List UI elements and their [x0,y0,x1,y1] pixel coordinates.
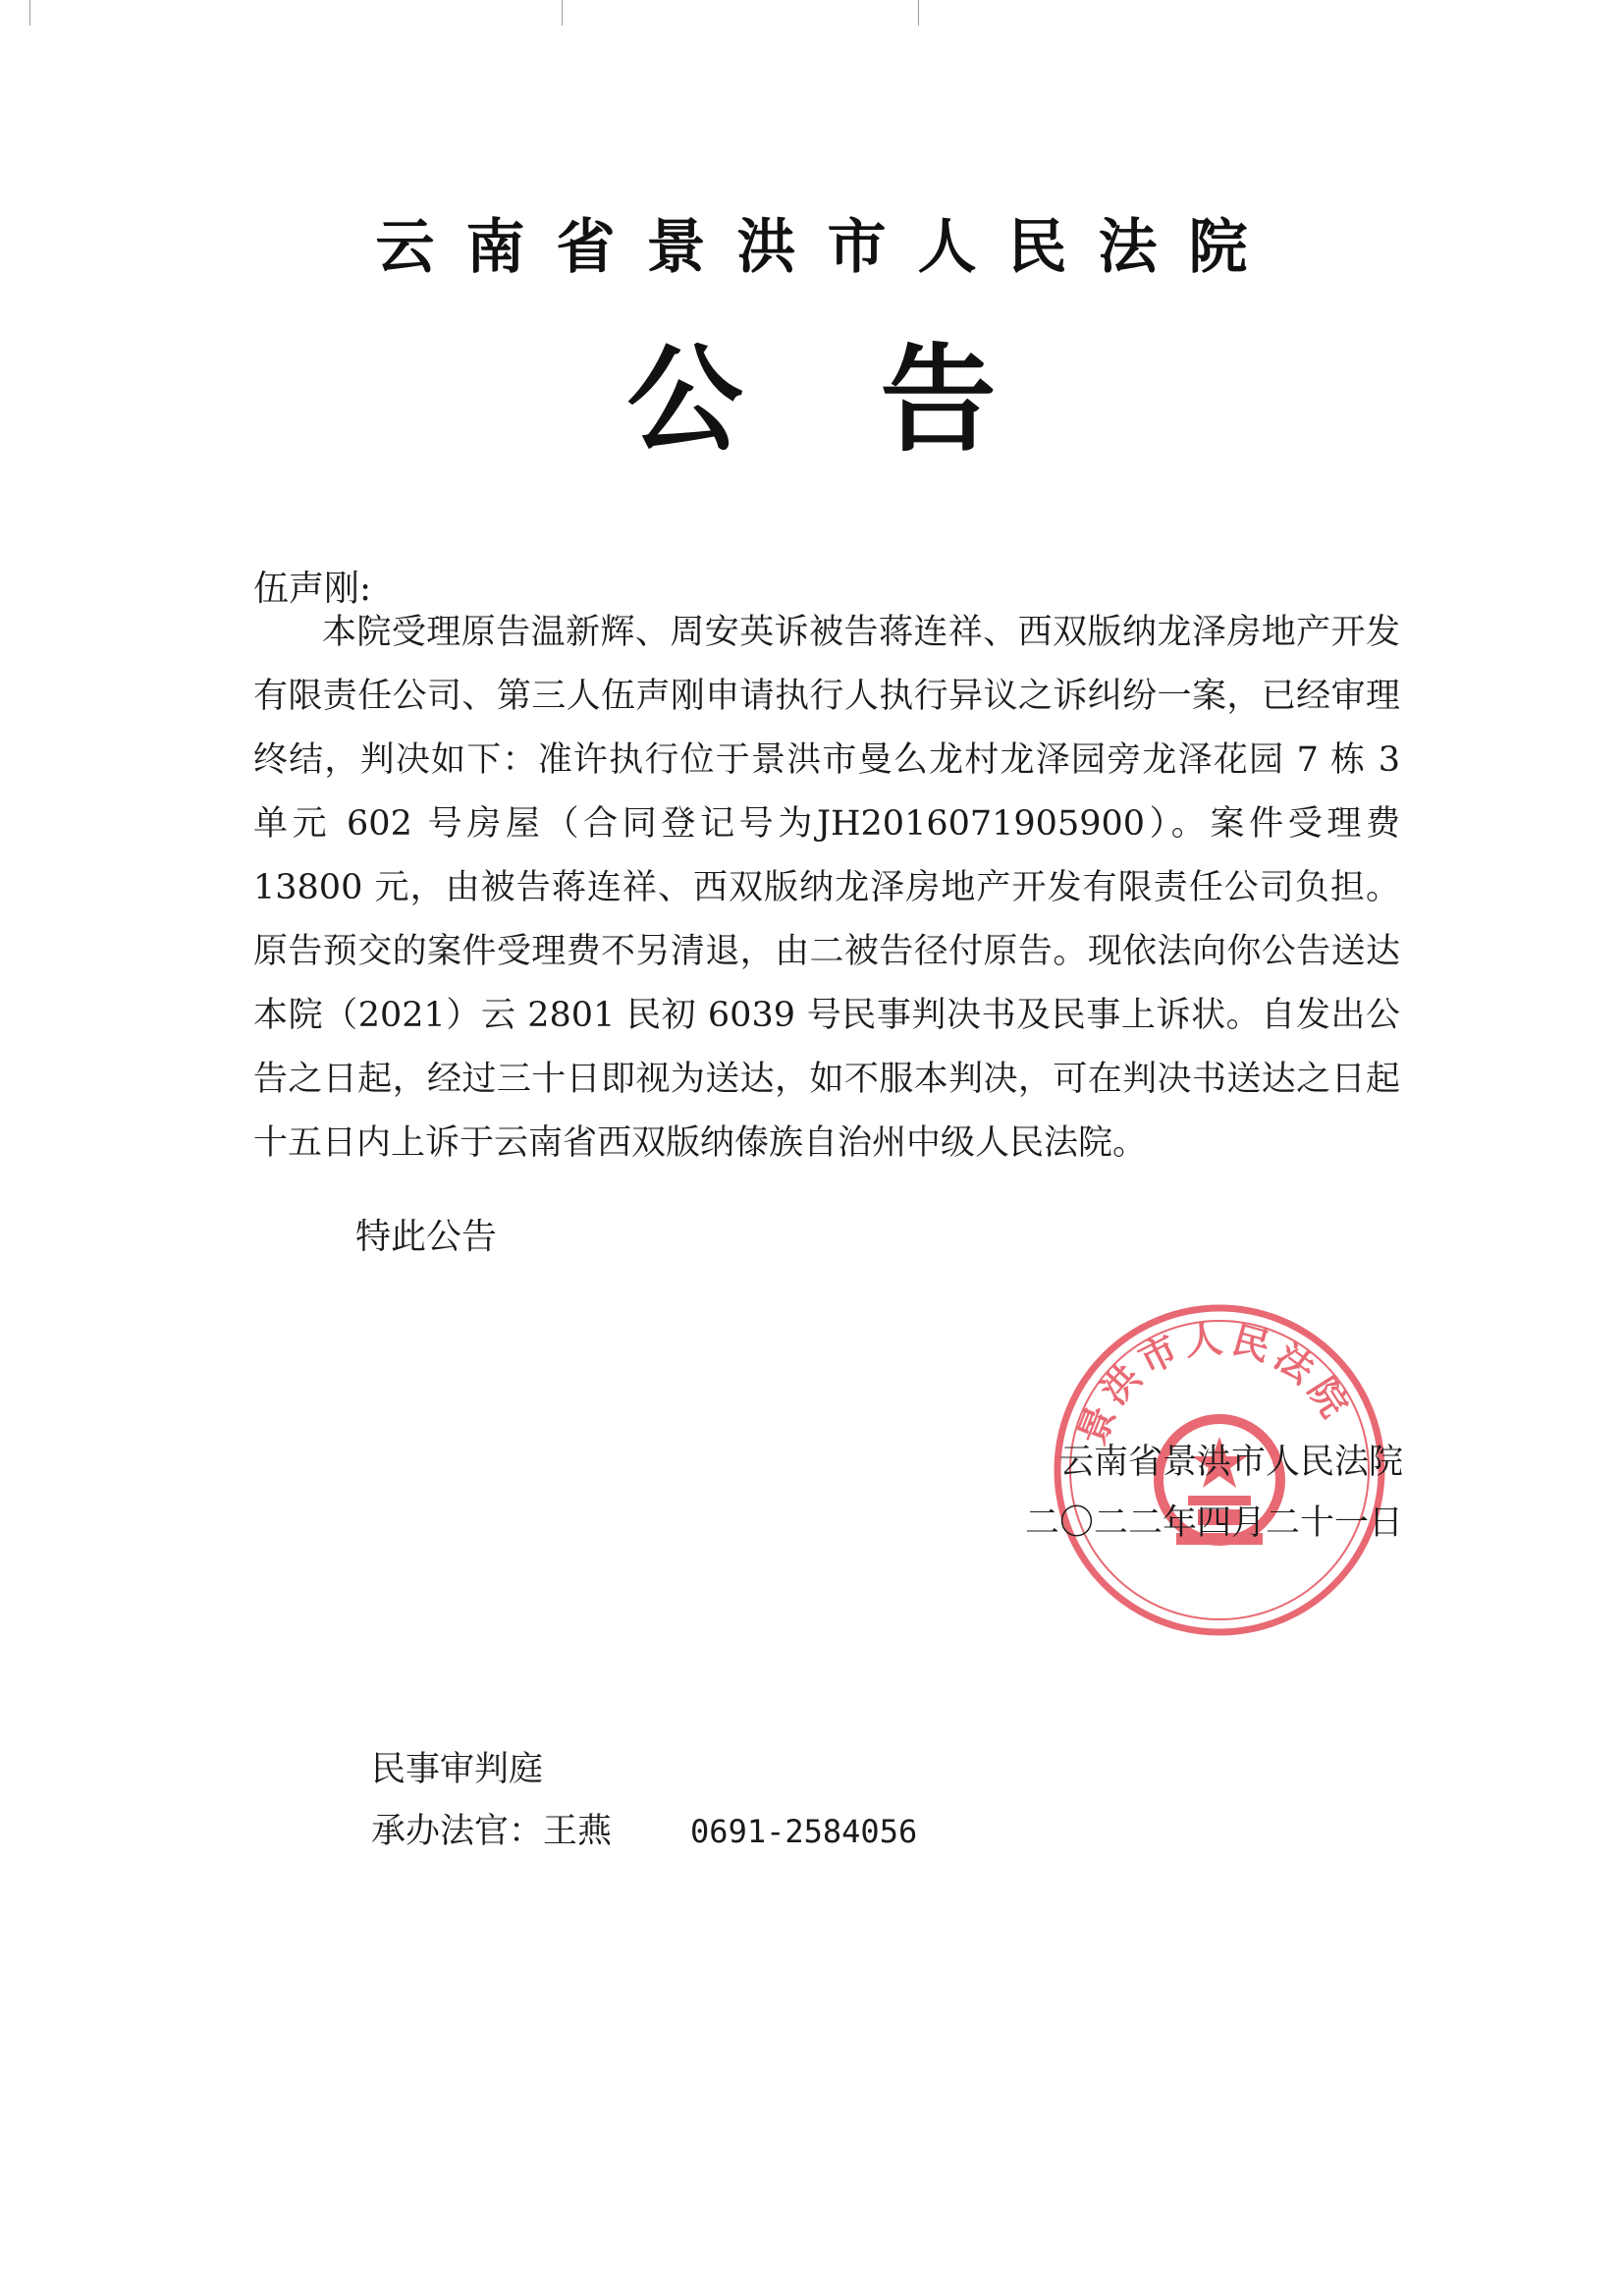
signature-date: 二〇二二年四月二十一日 [1024,1503,1403,1543]
scan-edge-mark [562,0,563,26]
notice-body: 本院受理原告温新辉、周安英诉被告蒋连祥、西双版纳龙泽房地产开发有限责任公司、第三人伍声刚申请执行人执行异议之诉纠纷一案，已经审理终结，判决如下：准许执行位于景洪市曼么龙村龙泽园旁龙泽花园 7 栋 3 单元 602 号房屋（合同登记号为JH2016071905900）。案件受理费 13800 元，由被告蒋连祥、西双版纳龙泽房地产开发有限责任公司负担。原告预交的案件受理费不另清退，由二被告径付原告。现依法向你公告送达本院（2021）云 2801 民初 6039 号民事判决书及民事上诉状。自发出公告之日起，经过三十日即视为送达，如不服本判决，可在判决书送达之日起十五日内上诉于云南省西双版纳傣族自治州中级人民法院。 [253,613,1400,1163]
addressee: 伍声刚: [253,569,372,609]
scan-edge-mark [29,0,30,26]
department-label: 民事审判庭 [371,1750,544,1789]
judge-contact [371,1812,918,1851]
judge-name: 王燕 [543,1812,613,1851]
signature-court: 云南省景洪市人民法院 [1058,1443,1403,1482]
judge-label: 承办法官： [371,1812,544,1851]
phone-number: 0691-2584056 [690,1813,918,1850]
scan-edge-mark [918,0,919,26]
seal-text: 景洪市人民法院 [1068,1315,1361,1451]
svg-text:景洪市人民法院 [1069,1316,1361,1451]
closing-line: 特此公告 [355,1217,498,1257]
signature-block [1025,1432,1403,1554]
court-name-heading: 云南省景洪市人民法院 [375,213,1279,282]
page-title: 公告 [626,331,1134,467]
